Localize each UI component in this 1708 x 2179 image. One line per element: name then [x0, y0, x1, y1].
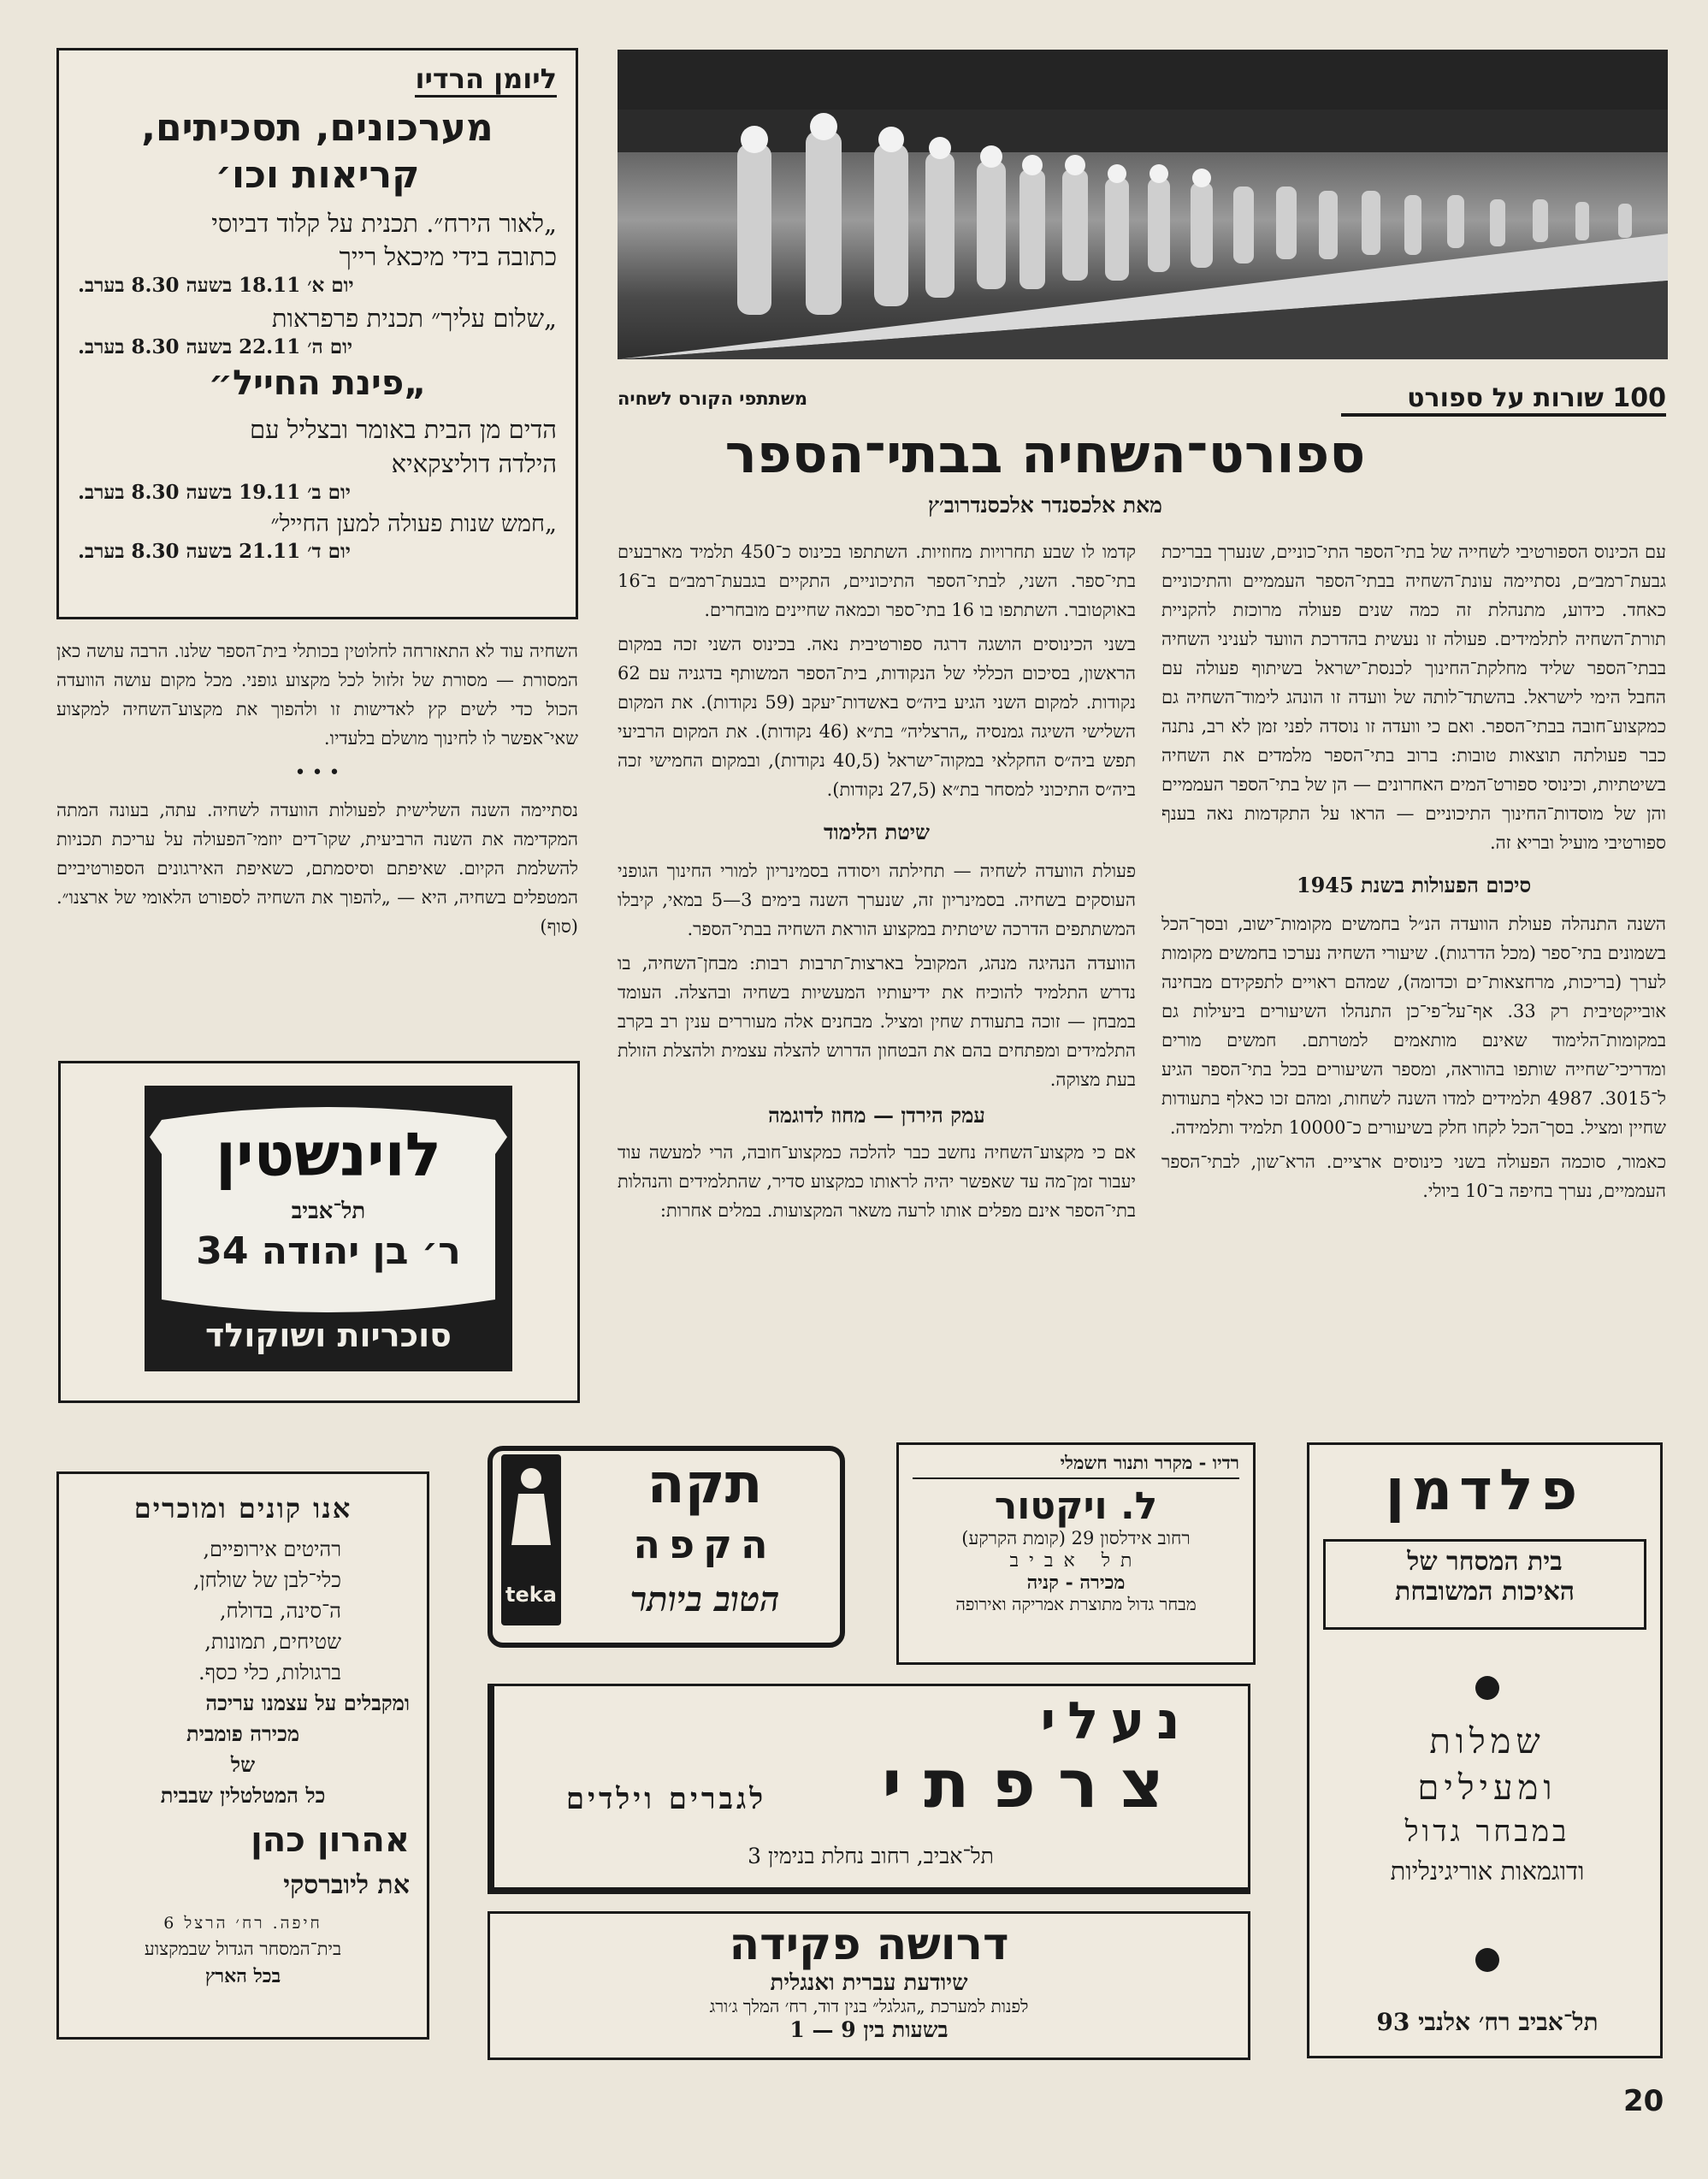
ad-shoes-brand: צרפתי [882, 1746, 1186, 1823]
article-subheading: עמק הירדן — מחוז לדוגמה [768, 1103, 985, 1128]
swimmers-photo-art [618, 50, 1668, 359]
radio-program-3-time: יום ב׳ 19.11 בשעה 8.30 בערב. [78, 480, 351, 504]
ad-feldman-line: במבחר גדול [1404, 1815, 1570, 1849]
photo-caption: משתתפי הקורס לשחיה [618, 388, 808, 409]
page-number: 20 [1623, 2084, 1664, 2118]
ad-kohen-name: אהרון כהן [251, 1821, 410, 1860]
article-paragraph: כאמור, סוכמה הפעולה בשני כינוסים ארציים. הרא־שון, לבתי־הספר העממיים, נערך בחיפה ב־10 ביולי. [1161, 1152, 1666, 1202]
article-column-3 [56, 637, 578, 1039]
ad-victor-name: ל. ויקטור [994, 1484, 1158, 1528]
ad-clerk-line3: בשעות בין 9 — 1 [789, 2017, 949, 2042]
article-paragraph: אם כי מקצוע־השחיה נחשב כבר להלכה כמקצוע־חובה, הרי למעשה עוד יעבור זמן־מה עד שאפשר יהיה לראותו כמקצוע סדיר, שהתלמידים והנהלות בתי־הספר אינם מפלים אותו לרעה משאר המקצועות. במלים אחרות: [618, 1142, 1136, 1222]
ad-kohen-footer: בית־המסחר הגדול שבמקצוע [144, 1938, 342, 1959]
article-paragraph: עם הכינוס הספורטיבי לשחייה של בתי־הספר התי־כוניים, שנערך בבריכת גבעת־רמב״ם, נסתיימה עונת־השחיה בבתי־הספר העממיים והתיכוניים כאחד. כידוע, מתנהלת זה כמה שנים פעולה מרוכזת להקניית תורת־השחיה לתלמידים. פעולה זו נעשית בהדרכת הוועד לעניני השחיה בבתי־הספר שליד מחלקת־החינוך לכנסת־ישראל בשיתוף פעולה עם החבל הימי לישראל. בהשתד־לותה של וועדה זו הונהג לימוד־השחיה גם כמקצוע־חובה בבתי־הספר. ואם כי וועדה זו נוסדה לפני זמן לא רב, נתנה כבר פעולתה תוצאות טובות: ברוב בתי־הספר מלמדים את השחיה בשיטתיות, וכינוסי ספורט־המים האחרונים — הן של בתי־הספר העממיים והן של מוסדות־החינוך התיכוניים — הראו על התקדמות נאה בענף ספורטיבי מועיל ובריא זה. [1161, 542, 1666, 854]
section-label: 100 שורות על ספורט [1341, 383, 1666, 417]
teka-logo [501, 1454, 561, 1625]
ad-kohen-item: רהיטים אירופיים, [203, 1537, 341, 1561]
article-paragraph: בשני הכינוסים הושגה דרגה ספורטיבית נאה. בכינוס השני זכה במקום הראשון, בסיכום הכללי של הנקודות, בית־הספר המשותף בדגניה עם 62 נקודות. למקום השני הגיע ביה״ס באשדות־יעקב (59 נקודות). את המקום השלישי השיגה גמנסיה „הרצליה״ בת״א (46 נקודות). את המקום הרביעי תפש ביה״ס החקלאי במקוה־ישראל (40,5 נקודות), ובמקום החמישי זכה ביה״ס התיכוני למסחר בת״א (27,5 נקודות). [618, 634, 1136, 801]
article-column-2 [618, 537, 1136, 1418]
ad-levinstein-city: תל־אביב [291, 1199, 366, 1224]
ad-victor-address: רחוב אידלסון 29 (קומת הקרקע) [961, 1528, 1191, 1548]
ad-victor-top: רדיו - מקרר ותנור חשמלי [913, 1452, 1239, 1479]
ad-teka-brand: תקה [647, 1453, 763, 1516]
radio-program-4-title: „חמש שנות פעולה למען החייל״ [270, 510, 557, 537]
ad-shoes-line1: נעלי [1040, 1691, 1192, 1751]
ad-feldman-line: ודוגמאות אוריגינליות [1390, 1856, 1585, 1886]
article-paragraph: נסתיימה השנה השלישית לפעולות הוועדה לשחיה. עתה, בעונה המתה המקדימה את השנה הרביעית, שקו־דים יוזמי־הפעולה על עריכת תכניות להשלמת הקיום. שאיפתם וסיסמתם, כשאיפת האירגונים הספורטיביים המטפלים בשחיה, היא — „להפוך את השחיה לספורט הלאומי של ארצנו״. (סוף) [56, 799, 578, 937]
ad-clerk-line1: שיודעת עברית ואנגלית [770, 1970, 968, 1996]
radio-program-1-time: יום א׳ 18.11 בשעה 8.30 בערב. [78, 274, 354, 298]
article-column-1 [1161, 537, 1666, 1418]
ad-kohen-item: שטיחים, תמונות, [204, 1630, 341, 1654]
bullet-dot [1475, 1948, 1499, 1972]
ad-kohen-text: של [230, 1752, 256, 1777]
ad-levinstein-panel [145, 1086, 512, 1371]
ad-feldman [1307, 1442, 1663, 2058]
ad-levinstein-products: סוכריות ושוקולד [205, 1317, 452, 1354]
ad-shoes-audience: לגברים וילדים [565, 1782, 767, 1816]
bullet-dot [1475, 1676, 1499, 1700]
ad-feldman-line: שמלות [1429, 1722, 1545, 1762]
radio-program-3-title: הדים מן הבית באומר ובצליל עם [249, 415, 557, 445]
article-paragraph: השחיה עוד לא התאזרחה לחלוטין בכותלי בית־הספר שלנו. הרבה עושה כאן המסורת — מסורת של זלזול לכל מקצוע גופני. מכל מקום עושה הוועדה הכול כדי לשים קץ לאדישות זו ולהפוך את מקצוע־השחיה למקצוע שאי־אפשר לו לחינוך מושלם בלעדיו. [56, 641, 578, 749]
ad-kohen-item: כלי־לבן של שולחן, [192, 1568, 341, 1592]
radio-program-3-author: הילדה דוליצקאיא [391, 448, 557, 478]
ad-levinstein [58, 1061, 580, 1403]
article-title: ספורט־השחיה בבתי־הספר [724, 423, 1366, 485]
ad-feldman-tagline: האיכות המשובחת [1395, 1577, 1575, 1607]
ad-levinstein-address: ר׳ בן יהודה 34 [196, 1229, 461, 1273]
ad-clerk-wanted [488, 1911, 1250, 2060]
section-separator-dots: • • • [294, 762, 340, 785]
ad-teka-slogan: הטוב ביותר [629, 1579, 780, 1619]
article-subheading: שיטת הלימוד [823, 820, 930, 845]
article-subheading: סיכום הפעולות בשנת 1945 [1296, 873, 1532, 898]
ad-shoes-address: תל־אביב, רחוב נחלת בנימין 3 [748, 1844, 994, 1868]
swimmers-photo [618, 50, 1668, 359]
ad-feldman-tagline: בית המסחר של [1407, 1547, 1563, 1577]
ad-victor-selection: מבחר גדול מתוצרת אמריקה ואירופה [955, 1594, 1197, 1614]
ad-french-shoes [488, 1684, 1250, 1894]
ad-kohen-text: כל המטלטלין שבבית [160, 1783, 326, 1808]
ad-teka-coffee-word: הקפה [633, 1521, 777, 1567]
ad-levinstein-name: לוינשטין [216, 1120, 441, 1190]
ad-kohen-text: את ליוברסקי [283, 1870, 410, 1900]
ad-feldman-name: פלדמן [1385, 1457, 1585, 1523]
ad-teka-coffee [488, 1446, 845, 1648]
radio-program-1-author: כתובה בידי מיכאל רייך [339, 242, 557, 272]
article-paragraph: פעולת הוועדה לשחיה — תחילתה ויסודה בסמינריון למורי החינוך הגופני העוסקים בשחיה. בסמינריון זה, שנערך השנה בימים 3—5 במאי, קיבלו המשתתפים הדרכה שיטתית במקצוע הוראת השחיה בבתי־הספר. [618, 861, 1136, 940]
radio-program-2-time: יום ה׳ 22.11 בשעה 8.30 בערב. [78, 335, 353, 359]
radio-headline-1: מערכונים, תסכיתים, [141, 106, 493, 150]
radio-header: ליומן הרדיו [415, 62, 557, 98]
ad-kohen-item: ברגולות, כלי כסף. [198, 1661, 341, 1685]
ad-kohen-text: מכירה פומבית [186, 1721, 300, 1746]
ad-l-victor [896, 1442, 1256, 1665]
ad-feldman-address: תל־אביב רח׳ אלנבי 93 [1376, 2008, 1599, 2036]
radio-headline-2: קריאות וכו׳ [215, 153, 420, 197]
ad-aharon-kohen [56, 1471, 429, 2040]
ad-victor-sale: מכירה - קניה [1026, 1572, 1126, 1594]
radio-box [56, 48, 578, 619]
ad-feldman-tagline-box [1323, 1539, 1646, 1630]
ad-kohen-address: חיפה. רח׳ הרצל 6 [163, 1914, 322, 1933]
article-byline: מאת אלכסנדר אלכסנדרוב׳ץ [927, 493, 1162, 518]
ad-feldman-body [1309, 1719, 1665, 1891]
ad-clerk-line2: לפנות למערכת „הגלגל״ בנין דוד, רח׳ המלך ג׳ורג [709, 1996, 1029, 2016]
ad-kohen-item: ה־סינה, בדולח, [219, 1599, 341, 1623]
teka-figure-icon [501, 1460, 561, 1562]
ad-kohen-headline: אנו קונים ומוכרים [133, 1492, 352, 1525]
article-paragraph: השנה התנהלה פעולת הוועדה הנ״ל בחמשים מקומות־ישוב, ובסך־הכל בשמונים בתי־ספר (מכל הדרגות). שיעורי השחיה נערכו בחמשים מקומות לערך (בריכות, מרחצאות־ים וכדומה), שמהם ראויים לתפקידם מבחינה אובייקטיבית רק 33. אף־על־פי־כן התנהלו השיעורים ביעילות גם במקומות־הלימוד שאינם מותאמים למטרתם. חמשים מורים ומדריכי־שחייה שותפו בהוראה, ומספר השיעורים בכל בתי־הספר הגיע ל־3015. 4987 תלמידים למדו השנה לשחות, ומהם זכו כאלף בתעודות שחיין ומציל. בסך־הכל לקחו חלק בשיעורים כ־10000 תלמיד ותלמידה. [1161, 914, 1666, 1139]
radio-subheading: „פינת החייל״ [208, 364, 427, 404]
radio-program-1-title: „לאור הירח״. תכנית על קלוד דביוסי [211, 209, 557, 238]
ad-feldman-line: ומעילים [1417, 1768, 1557, 1808]
ad-kohen-footer: בכל הארץ [204, 1965, 281, 1987]
ad-kohen-text: ומקבלים על עצמנו עריכה [205, 1691, 410, 1715]
radio-program-4-time: יום ד׳ 21.11 בשעה 8.30 בערב. [78, 540, 351, 564]
ad-victor-city: תל אביב [1009, 1550, 1143, 1572]
ad-clerk-title: דרושה פקידה [729, 1919, 1009, 1970]
teka-logo-text: teka [505, 1583, 557, 1607]
article-paragraph: הוועדה הנהיגה מנהג, המקובל בארצות־תרבות רבות: מבחן־השחיה, בו נדרש התלמיד להוכיח את ידיעותיו המעשיות בשחיה ובהצלה. העומד במבחן — זוכה בתעודת שחין ומציל. מבחנים אלה מעוררים ענין רב בקרב התלמידים ומפתחים בהם את הבטחון הדרוש להצלה עצמית ולהצלת הזולת בעת מצוקה. [618, 953, 1136, 1091]
radio-program-2-title: „שלום עליך״ תכנית פרפראות [271, 304, 557, 334]
article-paragraph: קדמו לו שבע תחרויות מחוזיות. השתתפו בכינוס כ־450 תלמיד מארבעים בתי־ספר. השני, לבתי־הספר התיכוניים, התקיים בגבעת־רמב״ם ב־16 באוקטובר. השתתפו בו 16 בתי־ספר וכמאה שחיינים מובחרים. [618, 542, 1136, 621]
